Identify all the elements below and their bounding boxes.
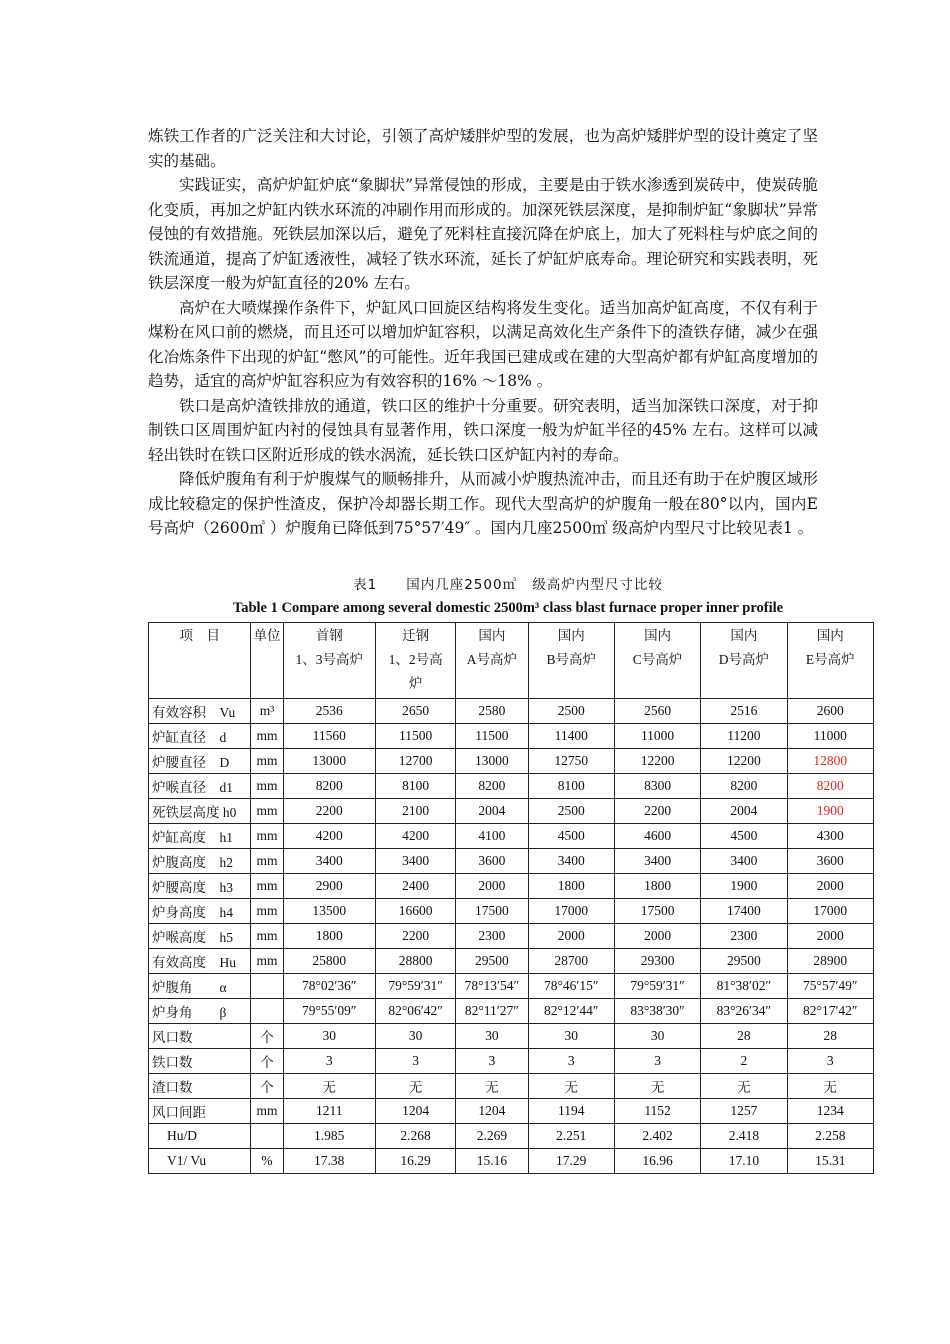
row-label: 炉腰高度 h3 <box>149 874 251 899</box>
column-header <box>614 623 700 699</box>
table-cell: 28800 <box>375 949 455 974</box>
row-unit <box>251 1124 283 1149</box>
table-cell: 75°57′49″ <box>787 974 873 999</box>
row-label: 炉腹角 α <box>149 974 251 999</box>
row-label: 炉缸直径 d <box>149 724 251 749</box>
table-cell: 2300 <box>456 924 528 949</box>
row-label: 死铁层高度 h0 <box>149 799 251 824</box>
table-cell: 17400 <box>701 899 787 924</box>
furnace-profile-table <box>148 622 874 1174</box>
table-cell: 2580 <box>456 699 528 724</box>
column-header <box>787 623 873 699</box>
column-header <box>456 623 528 699</box>
column-header-line: 1、3号高炉 <box>295 652 363 667</box>
column-header <box>701 623 787 699</box>
column-header-line: 迁钢 <box>402 628 430 643</box>
row-label: 炉喉直径 d1 <box>149 774 251 799</box>
table-cell: 3400 <box>701 849 787 874</box>
table-cell: 11000 <box>787 724 873 749</box>
row-unit: mm <box>251 899 283 924</box>
table-cell: 3400 <box>614 849 700 874</box>
row-label: 有效高度 Hu <box>149 949 251 974</box>
table-cell: 3400 <box>283 849 375 874</box>
table-cell: 4500 <box>528 824 614 849</box>
table-row <box>149 1024 874 1049</box>
table-cell: 3 <box>456 1049 528 1074</box>
table-cell: 无 <box>614 1074 700 1099</box>
table-cell: 2.402 <box>614 1124 700 1149</box>
table-cell: 79°59′31″ <box>375 974 455 999</box>
table-cell: 17500 <box>614 899 700 924</box>
row-label: 渣口数 <box>149 1074 251 1099</box>
table-cell: 28 <box>701 1024 787 1049</box>
paragraph: 降低炉腹角有利于炉腹煤气的顺畅排升，从而减小炉腹热流冲击，而且还有助于在炉腹区域形成比较稳定的保护性渣皮，保护冷却器长期工作。现代大型高炉的炉腹角一般在80°以内，国内E 号高炉（2600㎥ ）炉腹角已降低到75°57′49″ 。国内几座2500㎥ 级高炉内型尺寸比较见表1 。 <box>148 470 818 537</box>
table-cell: 30 <box>614 1024 700 1049</box>
table-cell: 78°13′54″ <box>456 974 528 999</box>
table-cell: 78°46′15″ <box>528 974 614 999</box>
row-label: 风口间距 <box>149 1099 251 1124</box>
table-cell: 8200 <box>283 774 375 799</box>
table-cell: 8200 <box>701 774 787 799</box>
row-unit: mm <box>251 1099 283 1124</box>
row-unit: mm <box>251 924 283 949</box>
table-row <box>149 749 874 774</box>
table-row <box>149 824 874 849</box>
table-cell: 15.31 <box>787 1149 873 1174</box>
table-cell: 3600 <box>456 849 528 874</box>
table-cell: 11560 <box>283 724 375 749</box>
column-header <box>149 623 251 699</box>
table-cell: 82°06′42″ <box>375 999 455 1024</box>
row-unit: mm <box>251 874 283 899</box>
table-cell: 12750 <box>528 749 614 774</box>
table-cell: 2200 <box>283 799 375 824</box>
table-row <box>149 1149 874 1174</box>
table-cell: 82°17′42″ <box>787 999 873 1024</box>
column-header-line: 国内 <box>644 628 672 643</box>
table-cell: 25800 <box>283 949 375 974</box>
table-cell: 1194 <box>528 1099 614 1124</box>
column-header-line: 首钢 <box>315 628 343 643</box>
column-header-line: 国内 <box>557 628 585 643</box>
table-cell: 2000 <box>528 924 614 949</box>
table-cell: 78°02′36″ <box>283 974 375 999</box>
row-unit: 个 <box>251 1024 283 1049</box>
table-cell: 12800 <box>787 749 873 774</box>
table-cell: 28 <box>787 1024 873 1049</box>
table-cell: 16600 <box>375 899 455 924</box>
table-cell: 4100 <box>456 824 528 849</box>
table-row <box>149 724 874 749</box>
table-cell: 2200 <box>614 799 700 824</box>
table-cell: 8100 <box>375 774 455 799</box>
table-cell: 2000 <box>787 874 873 899</box>
table-cell: 1.985 <box>283 1124 375 1149</box>
table-row <box>149 949 874 974</box>
table-cell: 28900 <box>787 949 873 974</box>
column-header <box>375 623 455 699</box>
table-row <box>149 874 874 899</box>
row-label: 炉腰直径 D <box>149 749 251 774</box>
table-cell: 1900 <box>701 874 787 899</box>
table-cell: 2.269 <box>456 1124 528 1149</box>
table-row <box>149 849 874 874</box>
table-cell: 29500 <box>701 949 787 974</box>
table-caption-en: Table 1 Compare among several domestic 2500m³ class blast furnace proper inner profile <box>232 600 784 616</box>
table-cell: 29500 <box>456 949 528 974</box>
row-label: 铁口数 <box>149 1049 251 1074</box>
table-cell: 13500 <box>283 899 375 924</box>
table-cell: 8300 <box>614 774 700 799</box>
table-cell: 1800 <box>528 874 614 899</box>
table-cell: 4600 <box>614 824 700 849</box>
table-cell: 79°55′09″ <box>283 999 375 1024</box>
table-cell: 12200 <box>614 749 700 774</box>
table-cell: 13000 <box>283 749 375 774</box>
table-cell: 28700 <box>528 949 614 974</box>
column-header-line: 炉 <box>408 676 423 691</box>
table-cell: 2.251 <box>528 1124 614 1149</box>
table-cell: 2.418 <box>701 1124 787 1149</box>
column-header-line: E号高炉 <box>805 652 855 667</box>
row-unit: mm <box>251 799 283 824</box>
table-cell: 8100 <box>528 774 614 799</box>
table-cell: 4500 <box>701 824 787 849</box>
table-cell: 16.96 <box>614 1149 700 1174</box>
row-unit: 个 <box>251 1074 283 1099</box>
row-unit: mm <box>251 949 283 974</box>
table-cell: 2.268 <box>375 1124 455 1149</box>
row-unit: 个 <box>251 1049 283 1074</box>
table-cell: 83°38′30″ <box>614 999 700 1024</box>
table-cell: 29300 <box>614 949 700 974</box>
row-unit: mm <box>251 849 283 874</box>
table-cell: 82°11′27″ <box>456 999 528 1024</box>
row-unit: mm <box>251 774 283 799</box>
row-label: 炉缸高度 h1 <box>149 824 251 849</box>
table-cell: 30 <box>283 1024 375 1049</box>
table-cell: 无 <box>456 1074 528 1099</box>
row-label: 有效容积 Vu <box>149 699 251 724</box>
table-cell: 无 <box>528 1074 614 1099</box>
row-unit: m³ <box>251 699 283 724</box>
table-row <box>149 1124 874 1149</box>
table-cell: 4300 <box>787 824 873 849</box>
table-body <box>149 699 874 1174</box>
table-cell: 2400 <box>375 874 455 899</box>
table-row <box>149 1074 874 1099</box>
table-row <box>149 999 874 1024</box>
table-row <box>149 1099 874 1124</box>
table-cell: 无 <box>283 1074 375 1099</box>
table-cell: 16.29 <box>375 1149 455 1174</box>
table-cell: 30 <box>456 1024 528 1049</box>
table-cell: 79°59′31″ <box>614 974 700 999</box>
table-cell: 2000 <box>456 874 528 899</box>
table-cell: 17.38 <box>283 1149 375 1174</box>
table-cell: 2500 <box>528 699 614 724</box>
table-row <box>149 924 874 949</box>
row-unit: mm <box>251 724 283 749</box>
row-unit: % <box>251 1149 283 1174</box>
row-unit <box>251 974 283 999</box>
table-row <box>149 799 874 824</box>
table-cell: 无 <box>787 1074 873 1099</box>
table-cell: 11500 <box>375 724 455 749</box>
row-label: 炉喉高度 h5 <box>149 924 251 949</box>
table-cell: 3600 <box>787 849 873 874</box>
table-cell: 1211 <box>283 1099 375 1124</box>
table-cell: 17000 <box>787 899 873 924</box>
table-cell: 3 <box>528 1049 614 1074</box>
table-cell: 83°26′34″ <box>701 999 787 1024</box>
column-header-line: 国内 <box>730 628 758 643</box>
table-cell: 1257 <box>701 1099 787 1124</box>
column-header-line: 1、2号高 <box>388 652 443 667</box>
table-cell: 2300 <box>701 924 787 949</box>
table-cell: 17000 <box>528 899 614 924</box>
row-label: 风口数 <box>149 1024 251 1049</box>
row-label: Hu/D <box>149 1124 251 1149</box>
column-header-line: 项 目 <box>179 628 220 643</box>
table-cell: 2200 <box>375 924 455 949</box>
table-cell: 12700 <box>375 749 455 774</box>
table-cell: 2000 <box>614 924 700 949</box>
column-header-line: A号高炉 <box>466 652 518 667</box>
table-cell: 30 <box>528 1024 614 1049</box>
table-cell: 2 <box>701 1049 787 1074</box>
table-cell: 1204 <box>456 1099 528 1124</box>
table-cell: 1800 <box>283 924 375 949</box>
table-cell: 1152 <box>614 1099 700 1124</box>
table-cell: 2004 <box>701 799 787 824</box>
table-cell: 3 <box>375 1049 455 1074</box>
table-cell: 8200 <box>456 774 528 799</box>
table-cell: 8200 <box>787 774 873 799</box>
table-cell: 3400 <box>375 849 455 874</box>
column-header-line: 国内 <box>478 628 506 643</box>
table-cell: 1204 <box>375 1099 455 1124</box>
table-cell: 无 <box>375 1074 455 1099</box>
table-cell: 2100 <box>375 799 455 824</box>
table-cell: 3 <box>283 1049 375 1074</box>
table-cell: 2.258 <box>787 1124 873 1149</box>
header-row <box>149 623 874 699</box>
body-text <box>148 124 818 541</box>
column-header-line: C号高炉 <box>632 652 683 667</box>
table-cell: 17.10 <box>701 1149 787 1174</box>
table-cell: 81°38′02″ <box>701 974 787 999</box>
column-header-line: B号高炉 <box>546 652 596 667</box>
table-cell: 30 <box>375 1024 455 1049</box>
row-unit: mm <box>251 749 283 774</box>
table-cell: 2516 <box>701 699 787 724</box>
table-cell: 3 <box>787 1049 873 1074</box>
column-header <box>528 623 614 699</box>
column-header <box>251 623 283 699</box>
column-header-line: 国内 <box>816 628 844 643</box>
table-cell: 17500 <box>456 899 528 924</box>
table-cell: 13000 <box>456 749 528 774</box>
table-cell: 11000 <box>614 724 700 749</box>
table-cell: 1234 <box>787 1099 873 1124</box>
table-cell: 2650 <box>375 699 455 724</box>
table-cell: 12200 <box>701 749 787 774</box>
table-row <box>149 1049 874 1074</box>
table-cell: 17.29 <box>528 1149 614 1174</box>
table-cell: 2900 <box>283 874 375 899</box>
table-cell: 11400 <box>528 724 614 749</box>
row-unit <box>251 999 283 1024</box>
table-cell: 2600 <box>787 699 873 724</box>
table-header <box>149 623 874 699</box>
column-header <box>283 623 375 699</box>
table-cell: 1800 <box>614 874 700 899</box>
table-row <box>149 974 874 999</box>
table-cell: 11200 <box>701 724 787 749</box>
table-cell: 2536 <box>283 699 375 724</box>
table-cell: 3 <box>614 1049 700 1074</box>
table-row <box>149 774 874 799</box>
table-row <box>149 699 874 724</box>
table-cell: 11500 <box>456 724 528 749</box>
paragraph: 高炉在大喷煤操作条件下，炉缸风口回旋区结构将发生变化。适当加高炉缸高度，不仅有利于煤粉在风口前的燃烧，而且还可以增加炉缸容积，以满足高效化生产条件下的渣铁存储，减少在强化冶炼条件下出现的炉缸“憋风”的可能性。近年我国已建成或在建的大型高炉都有炉缸高度增加的趋势，适宜的高炉炉缸容积应为有效容积的16% ～18% 。 <box>148 298 818 390</box>
paragraph: 炼铁工作者的广泛关注和大讨论，引领了高炉矮胖炉型的发展，也为高炉矮胖炉型的设计奠定了坚实的基础。 <box>148 127 818 170</box>
table-cell: 4200 <box>283 824 375 849</box>
row-label: 炉腹高度 h2 <box>149 849 251 874</box>
paragraph: 实践证实，高炉炉缸炉底“象脚状”异常侵蚀的形成，主要是由于铁水渗透到炭砖中，使炭砖脆化变质，再加之炉缸内铁水环流的冲刷作用而形成的。加深死铁层深度，是抑制炉缸“象脚状”异常侵蚀的有效措施。死铁层加深以后，避免了死料柱直接沉降在炉底上，加大了死料柱与炉底之间的铁流通道，提高了炉缸透液性，减轻了铁水环流，延长了炉缸炉底寿命。理论研究和实践表明，死铁层深度一般为炉缸直径的20% 左右。 <box>148 176 818 292</box>
row-unit: mm <box>251 824 283 849</box>
row-label: 炉身角 β <box>149 999 251 1024</box>
column-header-line: D号高炉 <box>718 652 770 667</box>
row-label: V1/ Vu <box>149 1149 251 1174</box>
table-cell: 2000 <box>787 924 873 949</box>
table-cell: 2560 <box>614 699 700 724</box>
table-cell: 4200 <box>375 824 455 849</box>
table-caption-cn: 表1 国内几座2500㎥ 级高炉内型尺寸比较 <box>353 577 663 593</box>
table-cell: 无 <box>701 1074 787 1099</box>
paragraph: 铁口是高炉渣铁排放的通道，铁口区的维护十分重要。研究表明，适当加深铁口深度，对于抑制铁口区周围炉缸内衬的侵蚀具有显著作用，铁口深度一般为炉缸半径的45% 左右。这样可以减轻出铁时在铁口区附近形成的铁水涡流，延长铁口区炉缸内衬的寿命。 <box>148 396 818 464</box>
table-cell: 82°12′44″ <box>528 999 614 1024</box>
row-label: 炉身高度 h4 <box>149 899 251 924</box>
table-cell: 2500 <box>528 799 614 824</box>
column-header-line: 单位 <box>253 628 281 643</box>
table-cell: 1900 <box>787 799 873 824</box>
table-row <box>149 899 874 924</box>
table-cell: 15.16 <box>456 1149 528 1174</box>
table-cell: 2004 <box>456 799 528 824</box>
table-cell: 3400 <box>528 849 614 874</box>
